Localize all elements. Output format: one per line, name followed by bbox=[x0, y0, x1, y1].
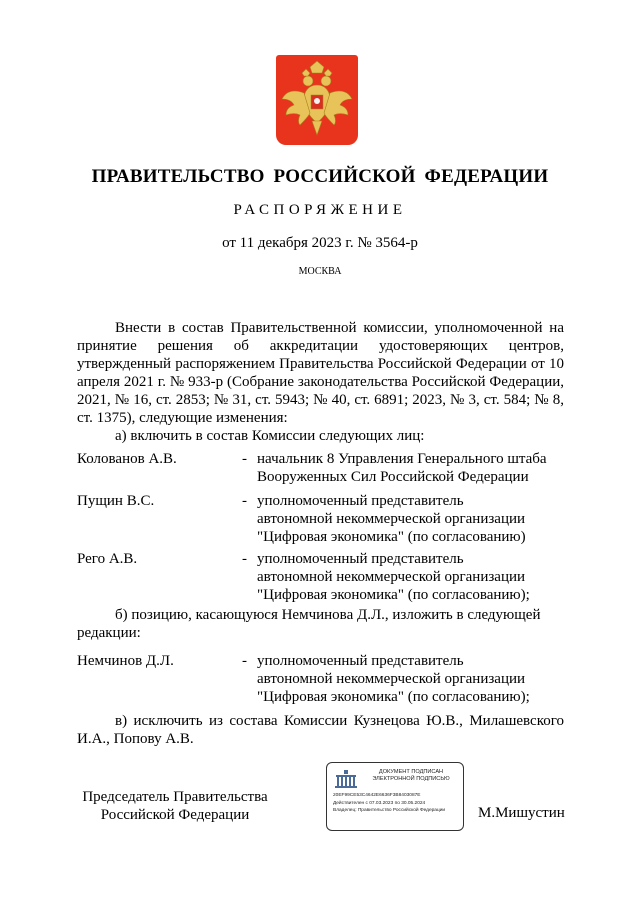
member-dash: - bbox=[242, 653, 247, 669]
member-dash: - bbox=[242, 551, 247, 567]
signatory-name: М.Мишустин bbox=[478, 805, 565, 821]
members-edit-list bbox=[77, 652, 564, 706]
point-v: в) исключить из состава Комиссии Кузнецова Ю.В., Милашевского И.А., Попову А.В. bbox=[77, 713, 564, 747]
list-item bbox=[77, 550, 564, 604]
point-a: а) включить в состав Комиссии следующих лиц: bbox=[115, 428, 425, 444]
document-type: РАСПОРЯЖЕНИЕ bbox=[233, 202, 407, 218]
member-dash: - bbox=[242, 493, 247, 509]
building-icon bbox=[333, 769, 359, 789]
member-dash: - bbox=[242, 451, 247, 467]
signatory-position bbox=[80, 788, 270, 824]
intro-paragraph: Внести в состав Правительственной комиссии, уполномоченной на принятие решения об аккредитации удостоверяющих центров, утвержденный распоряжением Правительства Российской Федерации от 10 апреля 2021 г. № 933-р (Собрание законодательства Российской Федерации, 2021, № 16, ст. 2853; № 31, ст. 5943; № 40, ст. 6891; 2023, № 3, ст. 584; № 8, ст. 1375), следующие изменения: bbox=[77, 320, 564, 426]
role-line: "Цифровая экономика" (по согласованию); bbox=[257, 587, 530, 603]
role-line: "Цифровая экономика" (по согласованию) bbox=[257, 529, 526, 545]
member-name: Колованов А.В. bbox=[77, 451, 177, 467]
signatory-position-line: Председатель Правительства bbox=[82, 789, 268, 805]
role-line: "Цифровая экономика" (по согласованию); bbox=[257, 689, 530, 705]
role-line: автономной некоммерческой организации bbox=[257, 569, 526, 585]
stamp-heading bbox=[361, 769, 461, 783]
member-role bbox=[257, 492, 564, 546]
list-item bbox=[77, 492, 564, 550]
role-line: начальник 8 Управления Генерального штаба bbox=[257, 451, 547, 467]
list-item bbox=[77, 652, 564, 706]
stamp-heading-line: ДОКУМЕНТ ПОДПИСАН bbox=[378, 769, 444, 775]
member-name: Немчинов Д.Л. bbox=[77, 653, 174, 669]
role-line: автономной некоммерческой организации bbox=[257, 671, 526, 687]
stamp-owner: Владелец: Правительство Российской Федерации bbox=[333, 808, 446, 813]
role-line: автономной некоммерческой организации bbox=[257, 511, 526, 527]
member-name: Рего А.В. bbox=[77, 551, 138, 567]
role-line: уполномоченный представитель bbox=[257, 551, 464, 567]
document-city: МОСКВА bbox=[298, 266, 342, 277]
role-line: уполномоченный представитель bbox=[257, 653, 464, 669]
coat-of-arms-icon bbox=[276, 55, 358, 145]
members-add-list bbox=[77, 450, 564, 604]
electronic-signature-stamp bbox=[326, 762, 464, 831]
signatory-position-line: Российской Федерации bbox=[100, 807, 250, 823]
point-b: б) позицию, касающуюся Немчинова Д.Л., изложить в следующей редакции: bbox=[77, 607, 541, 641]
government-title: ПРАВИТЕЛЬСТВО РОССИЙСКОЙ ФЕДЕРАЦИИ bbox=[91, 166, 549, 187]
stamp-heading-line: ЭЛЕКТРОННОЙ ПОДПИСЬЮ bbox=[372, 776, 450, 782]
member-role bbox=[257, 652, 564, 706]
stamp-validity: Действителен с 07.03.2023 по 30.05.2024 bbox=[333, 801, 426, 806]
document-date-number: от 11 декабря 2023 г. № 3564-р bbox=[222, 235, 418, 251]
member-name: Пущин В.С. bbox=[77, 493, 155, 509]
role-line: уполномоченный представитель bbox=[257, 493, 464, 509]
role-line: Вооруженных Сил Российской Федерации bbox=[257, 469, 529, 485]
member-role bbox=[257, 550, 564, 604]
stamp-certificate: 20EF99CE53C4642E6636F3B8403087E bbox=[333, 793, 421, 798]
member-role bbox=[257, 450, 564, 486]
list-item bbox=[77, 450, 564, 492]
